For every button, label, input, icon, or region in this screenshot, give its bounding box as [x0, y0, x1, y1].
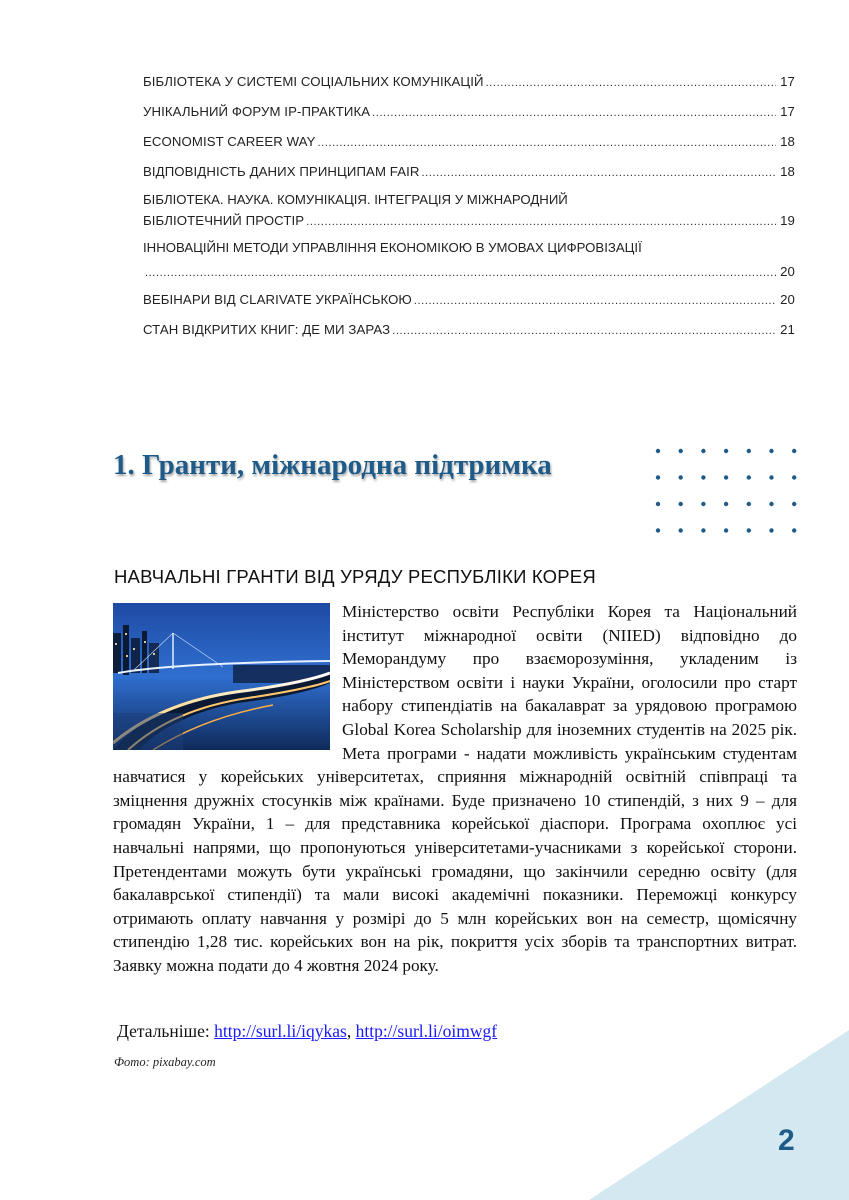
article-body	[113, 600, 797, 978]
decorative-dot	[747, 528, 751, 532]
toc-entry-label-line1: БІБЛІОТЕКА. НАУКА. КОМУНІКАЦІЯ. ІНТЕГРАЦІЯ У МІЖНАРОДНИЙ	[143, 192, 568, 207]
decorative-dot	[724, 502, 728, 506]
link-iqykas[interactable]: http://surl.li/iqykas	[214, 1021, 347, 1041]
decorative-dot	[656, 528, 660, 532]
toc-entry-page: 18	[780, 164, 795, 179]
toc-entry-label: ECONOMIST CAREER WAY	[143, 134, 316, 149]
decorative-dot	[792, 449, 796, 453]
toc-entry[interactable]	[143, 74, 795, 93]
decorative-dot	[747, 502, 751, 506]
decorative-dot	[792, 528, 796, 532]
toc-leader	[422, 164, 777, 179]
table-of-contents	[143, 70, 795, 341]
toc-leader	[392, 322, 776, 337]
more-info-label: Детальніше:	[117, 1021, 210, 1041]
toc-entry-label: ВЕБІНАРИ ВІД CLARIVATE УКРАЇНСЬКОЮ	[143, 292, 412, 307]
decorative-dot	[747, 475, 751, 479]
photo-credit: Фото: pixabay.com	[114, 1055, 216, 1069]
article-heading: НАВЧАЛЬНІ ГРАНТИ ВІД УРЯДУ РЕСПУБЛІКИ КОРЕЯ	[114, 566, 596, 587]
decorative-dot	[656, 502, 660, 506]
toc-entry-label: УНІКАЛЬНИЙ ФОРУМ ІР-ПРАКТИКА	[143, 104, 371, 119]
toc-entry[interactable]	[143, 104, 795, 123]
toc-entry-label-line1: ІННОВАЦІЙНІ МЕТОДИ УПРАВЛІННЯ ЕКОНОМІКОЮ В УМОВАХ ЦИФРОВІЗАЦІЇ	[143, 240, 642, 255]
toc-entry-multiline[interactable]	[143, 192, 795, 232]
decorative-dot	[792, 502, 796, 506]
decorative-dot	[679, 502, 683, 506]
decorative-dot	[747, 449, 751, 453]
section-title: 1. Гранти, міжнародна підтримка	[113, 449, 552, 481]
decorative-dot	[724, 528, 728, 532]
toc-leader	[317, 134, 776, 149]
decorative-dot	[701, 449, 705, 453]
decorative-dot	[701, 528, 705, 532]
link-oimwgf[interactable]: http://surl.li/oimwgf	[355, 1021, 498, 1041]
toc-entry-label: СТАН ВІДКРИТИХ КНИГ: ДЕ МИ ЗАРАЗ	[143, 322, 391, 337]
toc-entry-label: БІБЛІОТЕКА У СИСТЕМІ СОЦІАЛЬНИХ КОМУНІКАЦІЙ	[143, 74, 484, 89]
night-city-bridge-photo	[113, 603, 330, 750]
page-number: 2	[778, 1124, 795, 1157]
toc-entry-page: 17	[780, 74, 795, 89]
decorative-dot	[724, 475, 728, 479]
toc-leader	[145, 264, 776, 279]
toc-entry-label: ВІДПОВІДНІСТЬ ДАНИХ ПРИНЦИПАМ FAIR	[143, 164, 420, 179]
decorative-dot	[701, 502, 705, 506]
toc-leader	[372, 104, 776, 119]
decorative-dot	[679, 528, 683, 532]
toc-leader	[486, 74, 777, 89]
toc-entry-line2	[143, 213, 795, 232]
decorative-dot	[792, 475, 796, 479]
decorative-dot	[769, 449, 773, 453]
toc-entry[interactable]	[143, 134, 795, 153]
decorative-corner-triangle	[589, 1030, 849, 1200]
toc-entry-page: 20	[780, 292, 795, 307]
toc-leader	[306, 213, 776, 228]
toc-entry-page: 17	[780, 104, 795, 119]
decorative-dot	[769, 502, 773, 506]
decorative-dot	[769, 475, 773, 479]
toc-entry-page: 18	[780, 134, 795, 149]
toc-entry-page: 20	[780, 264, 795, 279]
more-info-line	[117, 1021, 497, 1042]
toc-entry[interactable]	[143, 292, 795, 311]
toc-entry-page: 21	[780, 322, 795, 337]
toc-entry-line2	[143, 264, 795, 283]
link-separator: ,	[346, 1021, 352, 1041]
toc-entry-multiline[interactable]	[143, 240, 795, 283]
toc-entry[interactable]	[143, 164, 795, 183]
toc-leader	[414, 292, 776, 307]
decorative-dot	[701, 475, 705, 479]
decorative-dot	[656, 475, 660, 479]
toc-entry-page: 19	[780, 213, 795, 228]
decorative-dot	[656, 449, 660, 453]
decorative-dot	[769, 528, 773, 532]
decorative-dot	[724, 449, 728, 453]
toc-entry[interactable]	[143, 322, 795, 341]
article-text: Міністерство освіти Республіки Корея та Національний інститут міжнародної освіти (NIIED) відповідно до Меморандуму про взаєморозуміння, укладеним із Міністерством освіти і науки України, оголосили про старт набору стипендіатів на бакалаврат за урядовою програмою Global Korea Scholarship для іноземних студентів на 2025 рік. Мета програми - надати можливість українським студентам навчатися у корейських університетах, сприяння міжнародній освітній співпраці та зміцнення дружніх стосунків між країнами. Буде призначено 10 стипендій, з них 9 – для громадян України, 1 – для представника корейської діаспори. Програма охоплює усі навчальні напрями, що пропонуються університетами-учасниками з корейської сторони. Претендентами можуть бути українські громадяни, що закінчили середню освіту (для бакалаврської стипендії) та мали високі академічні показники. Переможці конкурсу отримають оплату навчання у розмірі до 5 млн корейських вон на семестр, щомісячну стипендію 1,28 тис. корейських вон на рік, покриття усіх зборів та транспортних витрат. Заявку можна подати до 4 жовтня 2024 року.	[113, 602, 797, 975]
decorative-dot	[679, 449, 683, 453]
decorative-dot	[679, 475, 683, 479]
toc-entry-label-line2: БІБЛІОТЕЧНИЙ ПРОСТІР	[143, 213, 305, 228]
decorative-dot-grid	[651, 445, 801, 540]
